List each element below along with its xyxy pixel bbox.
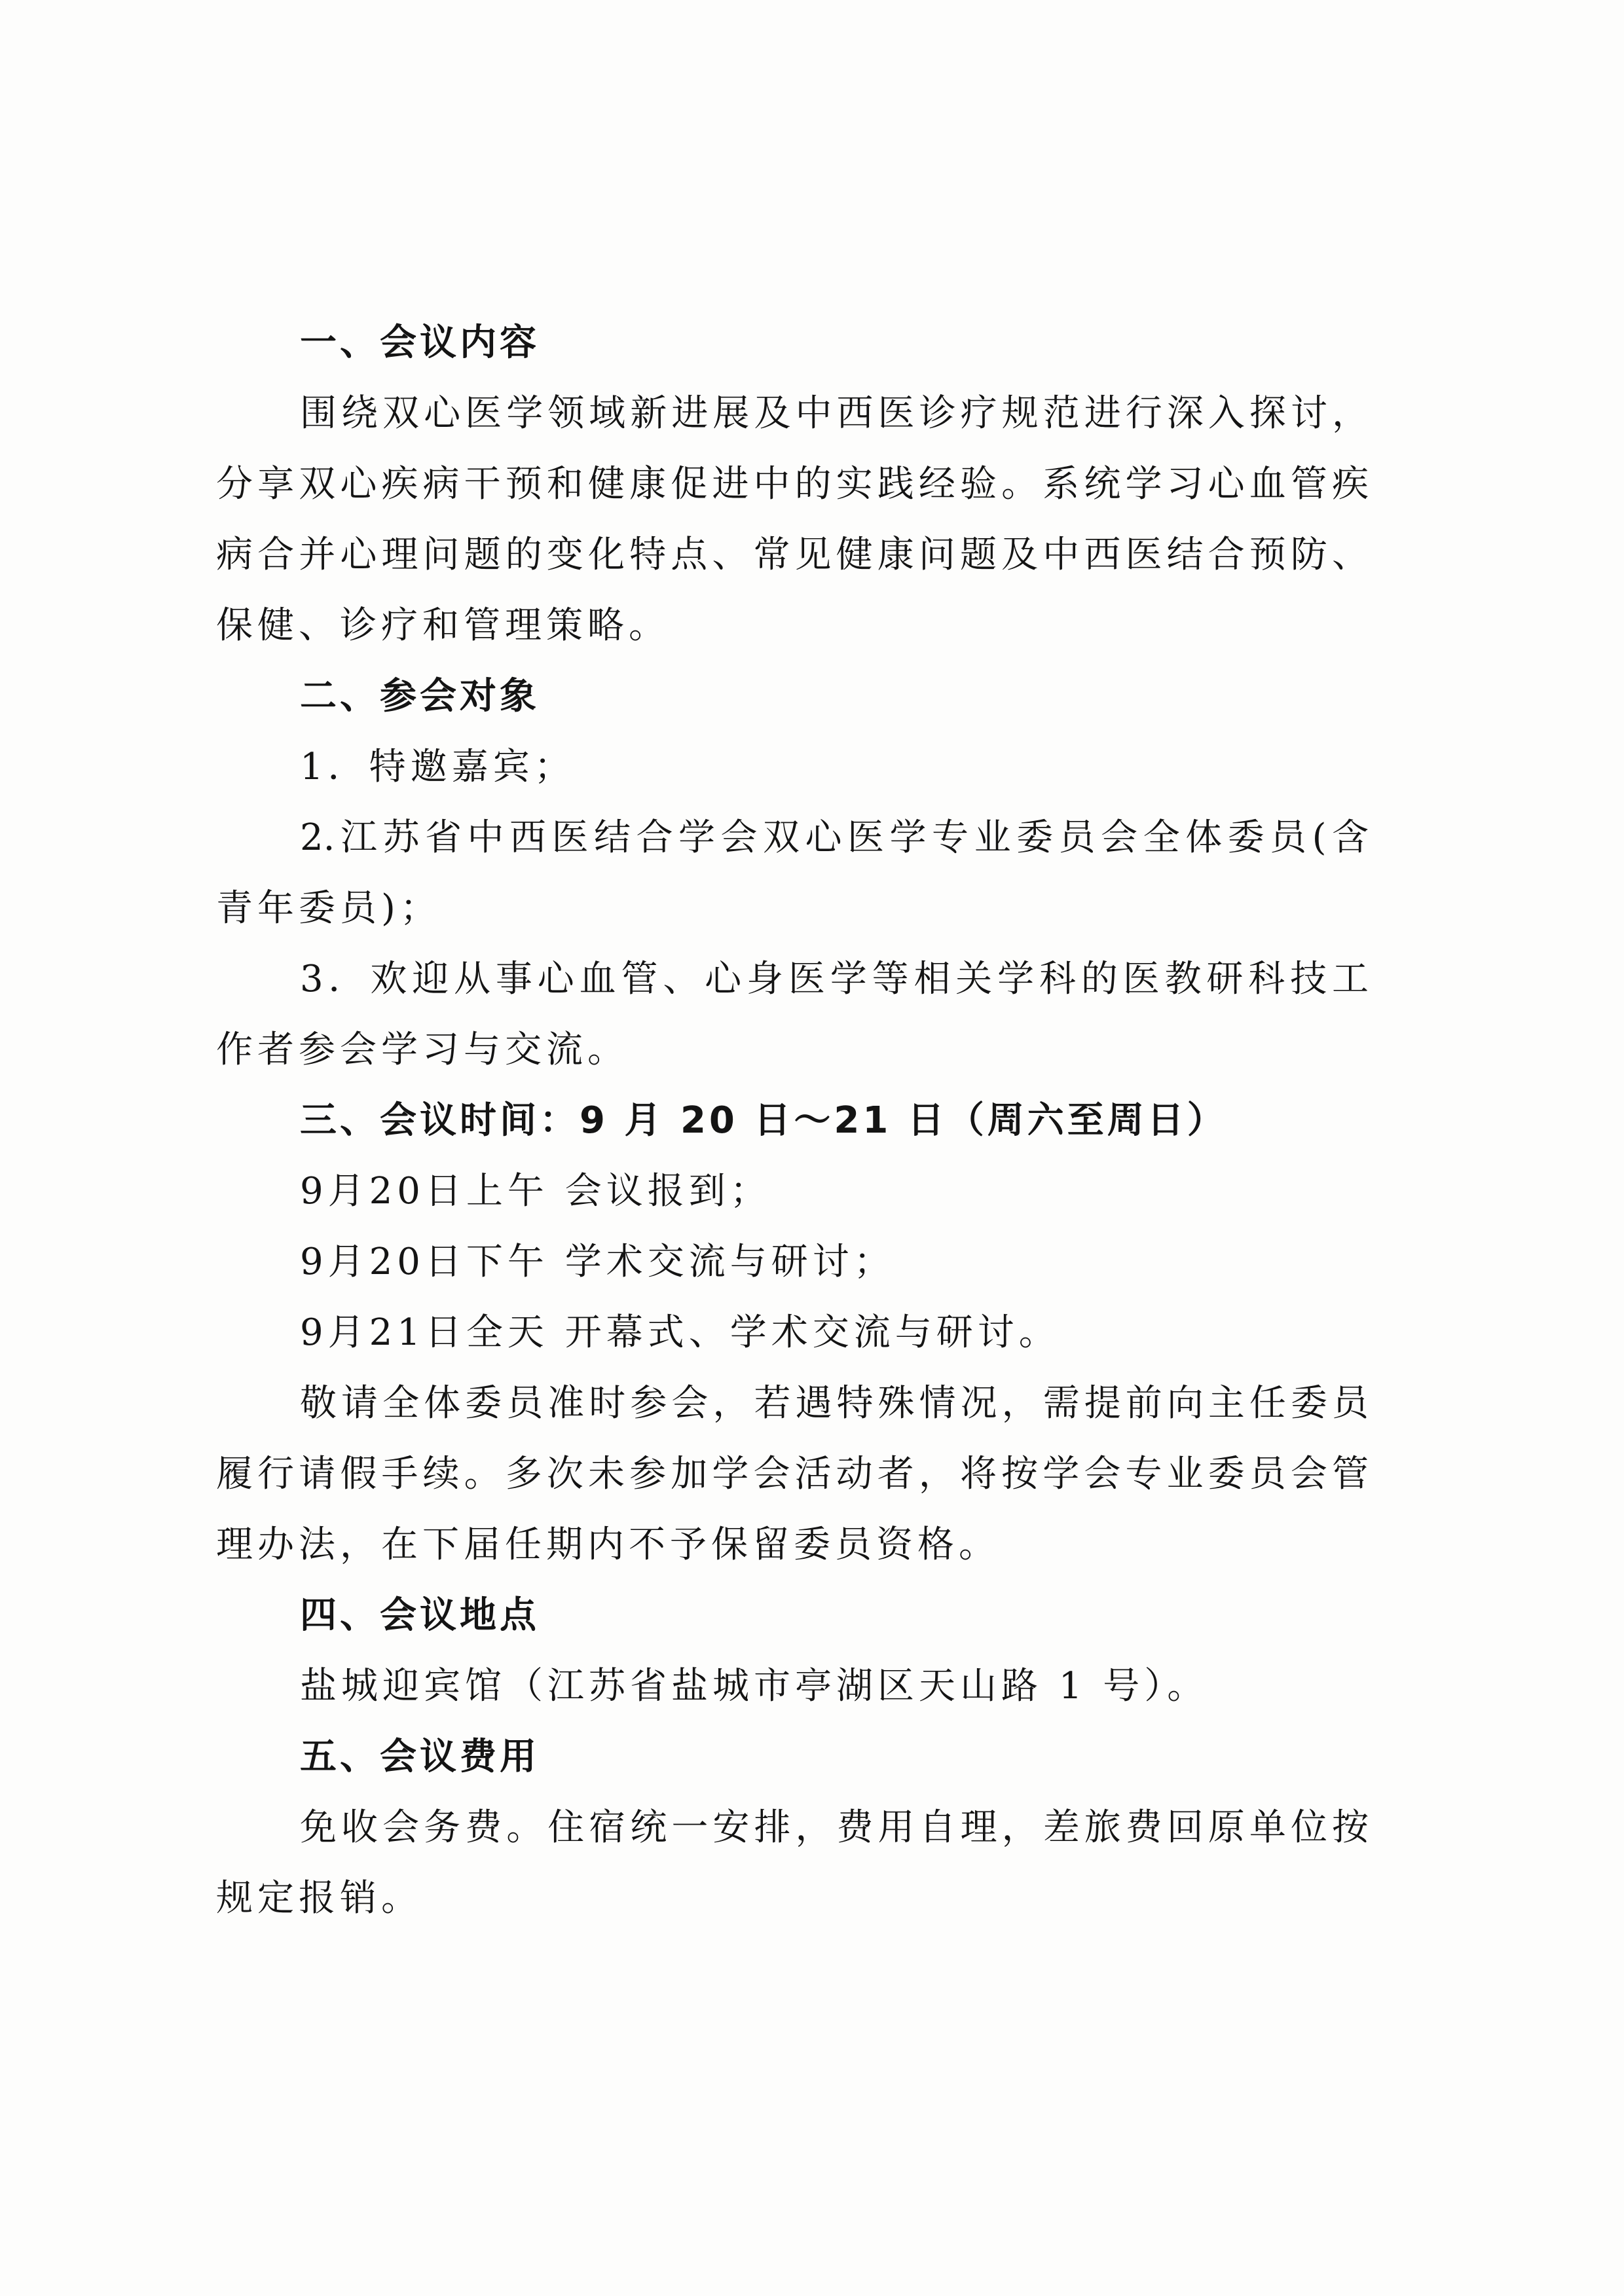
schedule-item: 9月20日上午 会议报到； xyxy=(300,1170,771,1212)
section-heading-content: 一、会议内容 xyxy=(300,321,540,364)
schedule-item: 9月20日下午 学术交流与研讨； xyxy=(300,1241,895,1283)
schedule-item: 9月21日全天 开幕式、学术交流与研讨。 xyxy=(300,1311,1060,1354)
paragraph-line: 病合并心理问题的变化特点、常见健康问题及中西医结合预防、 xyxy=(216,534,1369,576)
participant-item-2-cont: 青年委员)； xyxy=(216,887,441,930)
paragraph-line: 分享双心疾病干预和健康促进中的实践经验。系统学习心血管疾 xyxy=(216,463,1369,505)
participant-item-3: 3．欢迎从事心血管、心身医学等相关学科的医教研科技工 xyxy=(300,958,1369,1000)
participant-item-1: 1．特邀嘉宾； xyxy=(300,746,576,788)
notice-line: 理办法，在下届任期内不予保留委员资格。 xyxy=(216,1523,1000,1566)
section-heading-venue: 四、会议地点 xyxy=(300,1594,540,1637)
paragraph-line: 围绕双心医学领域新进展及中西医诊疗规范进行深入探讨， xyxy=(300,392,1369,435)
section-heading-time: 三、会议时间：9 月 20 日～21 日（周六至周日） xyxy=(300,1099,1227,1142)
venue-address: 盐城迎宾馆（江苏省盐城市亭湖区天山路 1 号）。 xyxy=(300,1665,1209,1707)
notice-line: 履行请假手续。多次未参加学会活动者，将按学会专业委员会管 xyxy=(216,1453,1369,1495)
fees-line: 规定报销。 xyxy=(216,1877,422,1920)
section-heading-participants: 二、参会对象 xyxy=(300,675,540,718)
paragraph-line: 保健、诊疗和管理策略。 xyxy=(216,604,670,647)
fees-line: 免收会务费。住宿统一安排，费用自理，差旅费回原单位按 xyxy=(300,1806,1369,1849)
notice-line: 敬请全体委员准时参会，若遇特殊情况，需提前向主任委员 xyxy=(300,1382,1369,1425)
section-heading-fees: 五、会议费用 xyxy=(300,1736,540,1778)
participant-item-3-cont: 作者参会学习与交流。 xyxy=(216,1029,629,1071)
participant-item-2: 2.江苏省中西医结合学会双心医学专业委员会全体委员(含 xyxy=(300,816,1369,859)
document-body xyxy=(216,308,1369,1934)
